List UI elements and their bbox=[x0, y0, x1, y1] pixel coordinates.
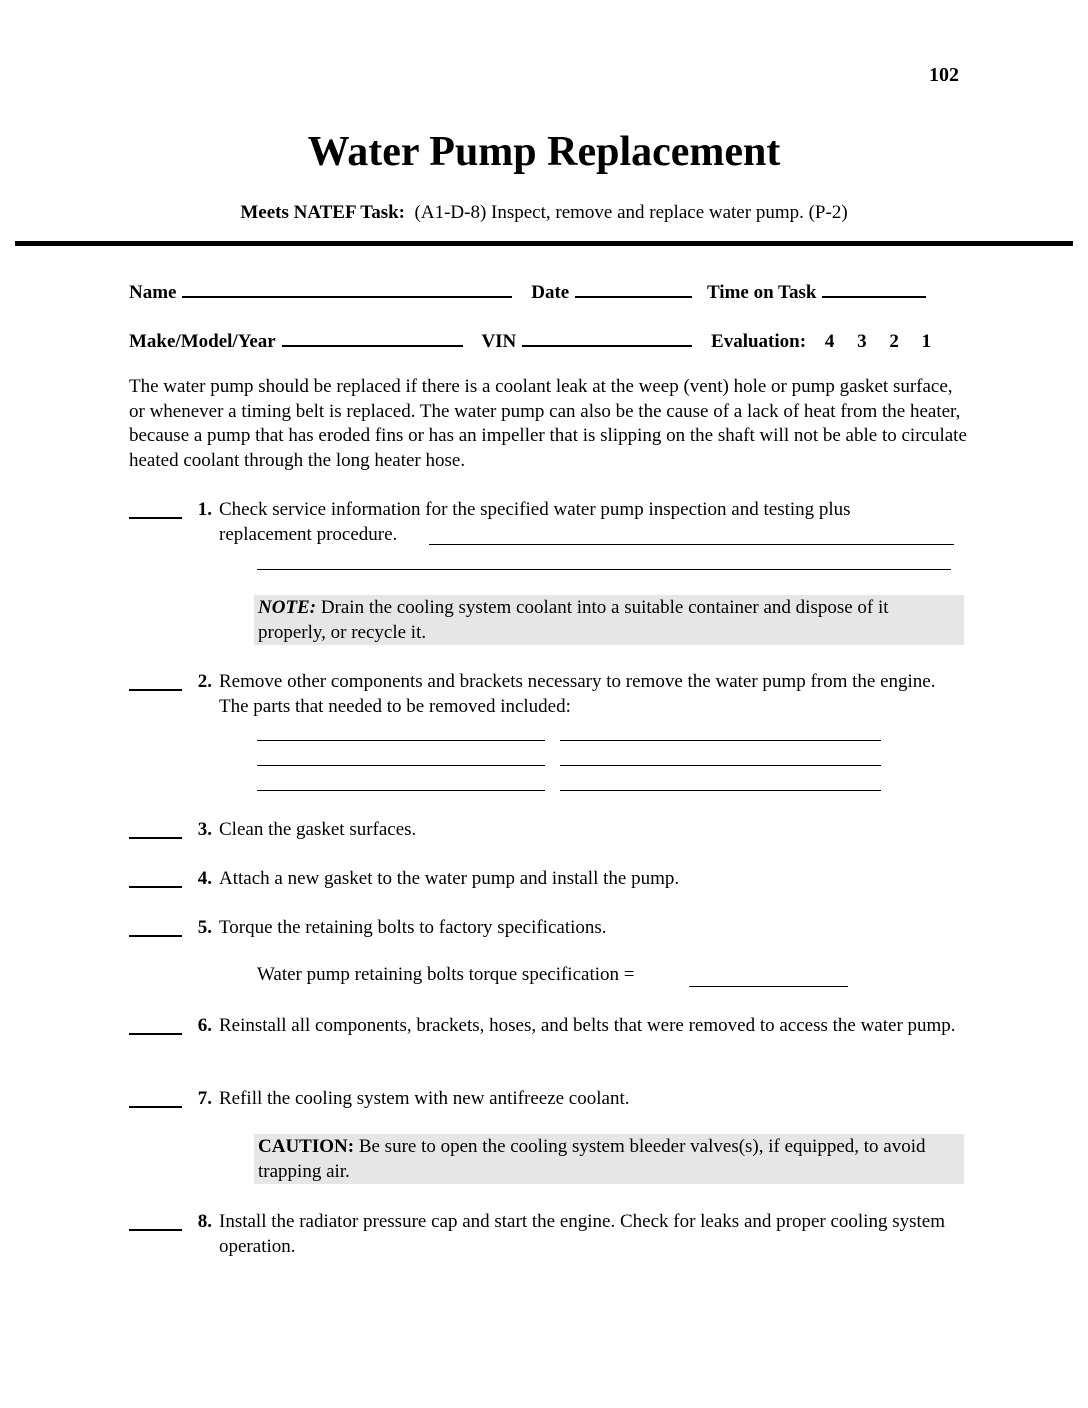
make-model-year-field[interactable] bbox=[282, 327, 463, 347]
step-4-text: Attach a new gasket to the water pump and install the pump. bbox=[219, 868, 680, 889]
step-6-number: 6. bbox=[197, 1015, 212, 1036]
caution-box bbox=[254, 1134, 964, 1184]
step-4-checkbox-line[interactable] bbox=[129, 886, 182, 888]
step-1-text-cont: replacement procedure. bbox=[219, 524, 398, 545]
name-label: Name bbox=[129, 282, 177, 303]
step-6-text: Reinstall all components, brackets, hoses, and belts that were removed to access the water pump. bbox=[219, 1015, 956, 1036]
name-field[interactable] bbox=[182, 278, 512, 298]
step-1-answer-line-1[interactable] bbox=[429, 544, 954, 545]
date-field[interactable] bbox=[575, 278, 692, 298]
header-row-1 bbox=[129, 278, 926, 304]
step-5-text: Torque the retaining bolts to factory specifications. bbox=[219, 917, 607, 938]
caution-label: CAUTION: bbox=[258, 1136, 355, 1157]
vin-field[interactable] bbox=[522, 327, 692, 347]
evaluation-score-1[interactable]: 1 bbox=[921, 331, 932, 352]
natef-task bbox=[0, 202, 1088, 224]
step-8-number: 8. bbox=[197, 1211, 212, 1232]
evaluation-score-4[interactable]: 4 bbox=[824, 331, 835, 352]
page-number: 102 bbox=[929, 64, 959, 86]
intro-paragraph: The water pump should be replaced if there is a coolant leak at the weep (vent) hole or pump gasket surface, or whenever a timing belt is replaced. The water pump can also be the cause of a lack of heat from the heater, because a pump that has eroded fins or has an impeller that is slipping on the shaft will not be able to circulate heated coolant through the long heater hose. bbox=[129, 376, 967, 471]
header-divider bbox=[15, 241, 1073, 246]
step-5-checkbox-line[interactable] bbox=[129, 935, 182, 937]
evaluation-score-3[interactable]: 3 bbox=[857, 331, 867, 352]
note-box bbox=[254, 595, 964, 645]
step-2-number: 2. bbox=[197, 671, 212, 692]
step-3-number: 3. bbox=[197, 819, 212, 840]
time-on-task-label: Time on Task bbox=[706, 282, 817, 303]
step-2-text: Remove other components and brackets necessary to remove the water pump from the engine. The parts that needed to be removed included: bbox=[219, 671, 936, 717]
vin-label: VIN bbox=[481, 331, 517, 352]
parts-line-4[interactable] bbox=[560, 765, 881, 766]
step-4-number: 4. bbox=[197, 868, 212, 889]
step-7-text: Refill the cooling system with new antifreeze coolant. bbox=[219, 1088, 630, 1109]
natef-task-label: Meets NATEF Task: bbox=[240, 202, 406, 223]
date-label: Date bbox=[531, 282, 570, 303]
step-5-number: 5. bbox=[197, 917, 212, 938]
parts-line-6[interactable] bbox=[560, 790, 881, 791]
evaluation-score-2[interactable]: 2 bbox=[889, 331, 899, 352]
parts-line-3[interactable] bbox=[257, 765, 545, 766]
parts-line-1[interactable] bbox=[257, 740, 545, 741]
parts-line-2[interactable] bbox=[560, 740, 881, 741]
caution-text: Be sure to open the cooling system bleeder valves(s), if equipped, to avoid trapping air. bbox=[258, 1136, 926, 1182]
page-title: Water Pump Replacement bbox=[307, 129, 781, 175]
torque-spec-label: Water pump retaining bolts torque specification = bbox=[257, 964, 635, 985]
note-label: NOTE: bbox=[258, 597, 317, 618]
step-6-checkbox-line[interactable] bbox=[129, 1033, 182, 1035]
step-1-checkbox-line[interactable] bbox=[129, 517, 182, 519]
header-row-2 bbox=[129, 327, 931, 353]
evaluation-label: Evaluation: bbox=[711, 331, 807, 352]
step-7-number: 7. bbox=[197, 1088, 212, 1109]
note-text: Drain the cooling system coolant into a suitable container and dispose of it properly, or recycle it. bbox=[258, 597, 889, 643]
step-1-text: Check service information for the specified water pump inspection and testing plus bbox=[219, 499, 851, 520]
step-3-checkbox-line[interactable] bbox=[129, 837, 182, 839]
step-1-number: 1. bbox=[197, 499, 212, 520]
torque-spec-field[interactable] bbox=[689, 986, 848, 987]
time-on-task-field[interactable] bbox=[822, 278, 926, 298]
step-2-checkbox-line[interactable] bbox=[129, 689, 182, 691]
step-8-text: Install the radiator pressure cap and start the engine. Check for leaks and proper cooling system operation. bbox=[219, 1211, 945, 1257]
step-1-answer-line-2[interactable] bbox=[257, 569, 951, 570]
step-7-checkbox-line[interactable] bbox=[129, 1106, 182, 1108]
step-8-checkbox-line[interactable] bbox=[129, 1229, 182, 1231]
natef-task-text: (A1-D-8) Inspect, remove and replace water pump. (P-2) bbox=[414, 202, 848, 223]
step-3-text: Clean the gasket surfaces. bbox=[219, 819, 417, 840]
make-model-year-label: Make/Model/Year bbox=[129, 331, 276, 352]
parts-line-5[interactable] bbox=[257, 790, 545, 791]
